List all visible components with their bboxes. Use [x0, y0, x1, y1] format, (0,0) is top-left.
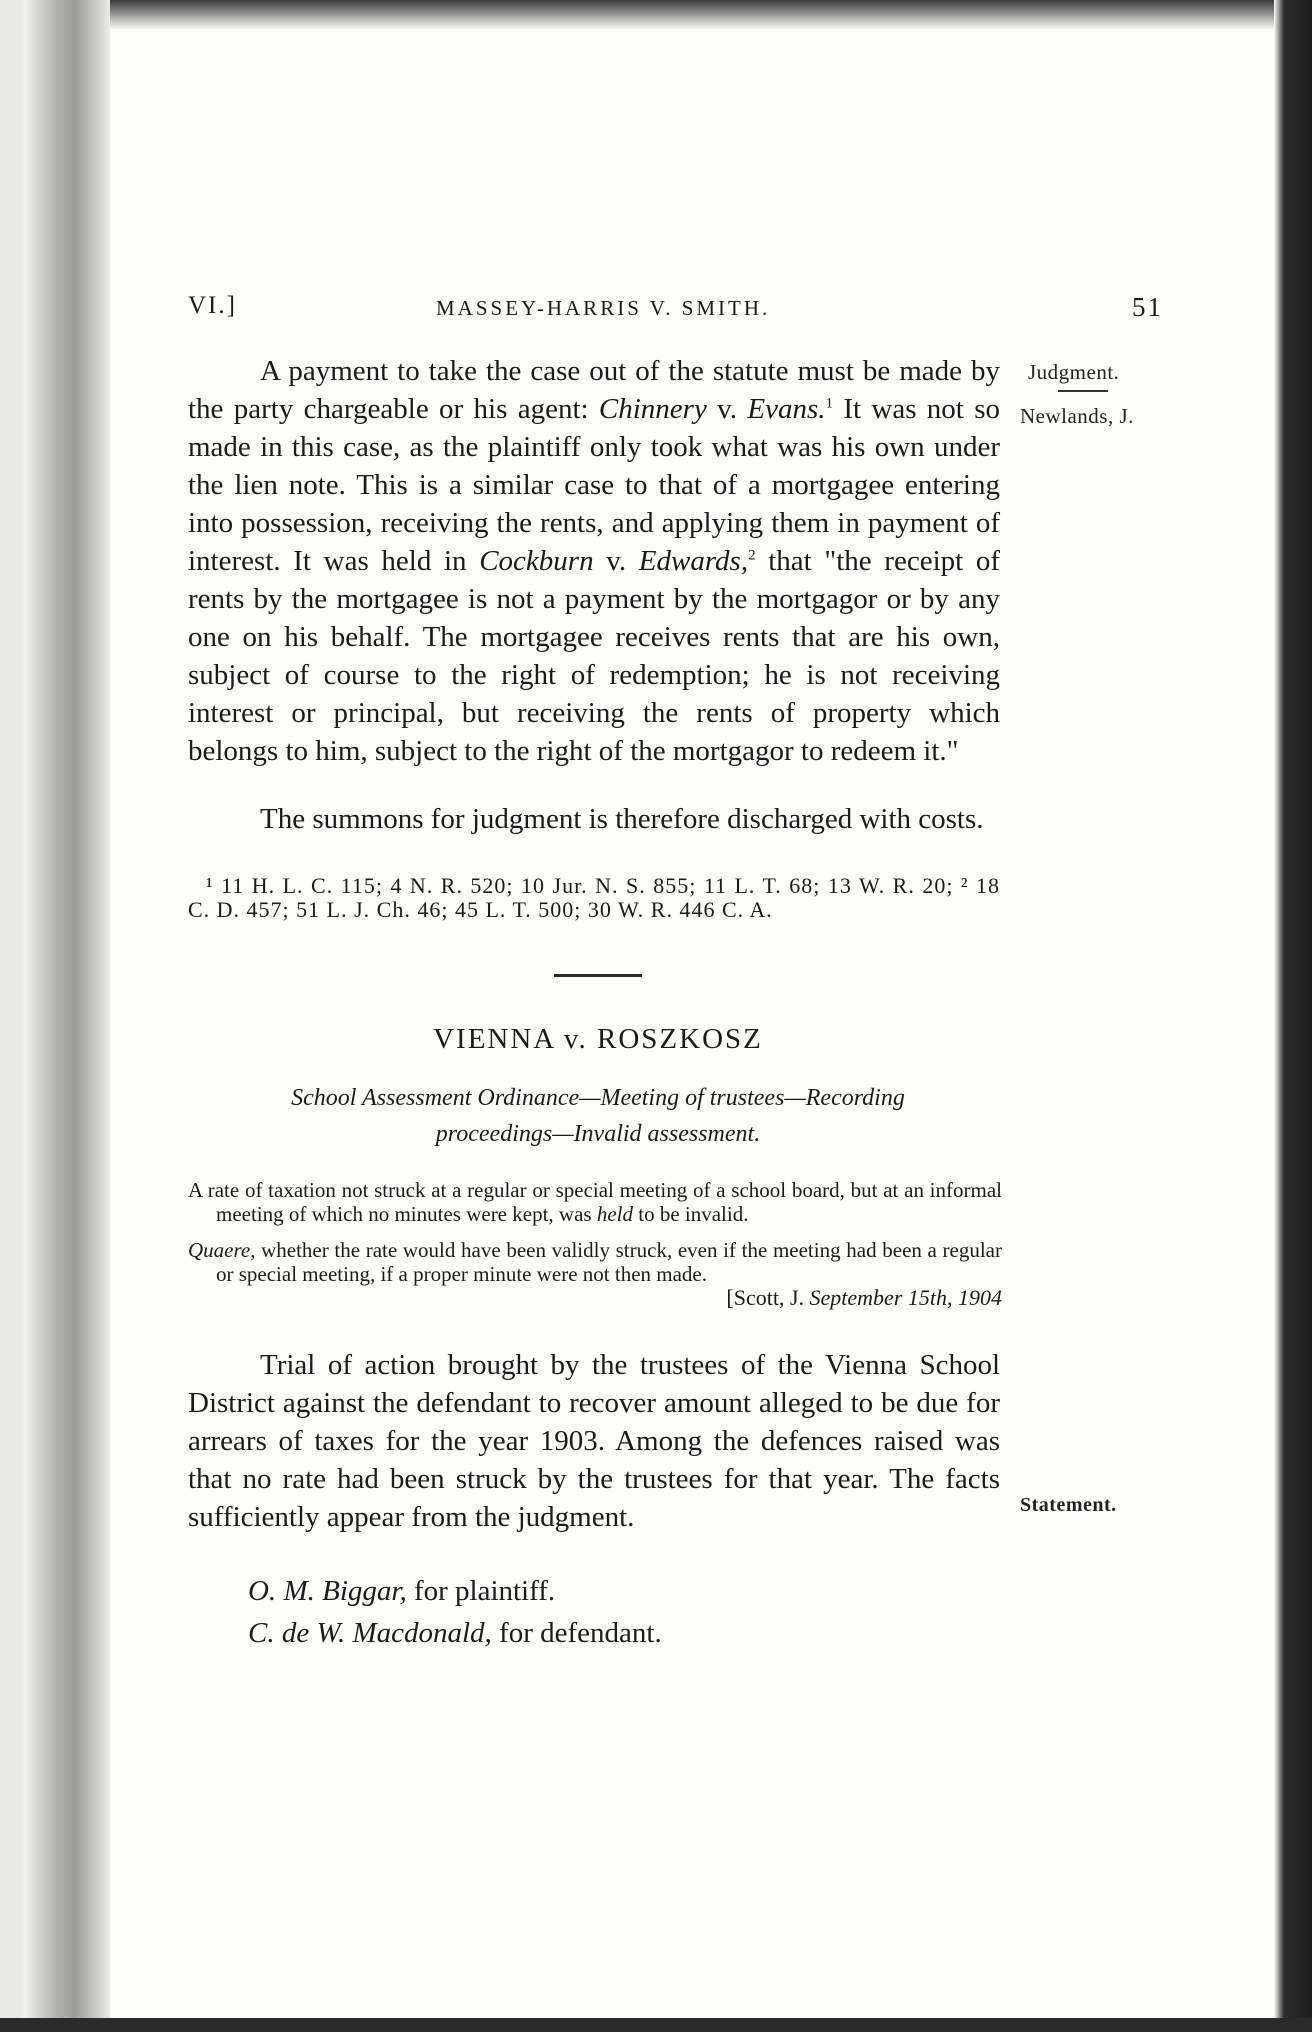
book-spine-shadow	[0, 0, 110, 2032]
margin-note-statement: Statement.	[1020, 1494, 1117, 1516]
section-divider	[554, 974, 642, 977]
margin-note-judgment: Judgment.	[1028, 360, 1120, 384]
case-name-cockburn: Cockburn	[479, 545, 594, 577]
volume-marker: VI.]	[188, 292, 237, 319]
footnotes: ¹ 11 H. L. C. 115; 4 N. R. 520; 10 Jur. N. S. 855; 11 L. T. 68; 13 W. R. 20; ² 18 C. D. 457; 51 L. J. Ch. 46; 45 L. T. 500; 30 W. R. 446 C. A.	[188, 873, 1000, 922]
case-name-evans: Evans.	[747, 393, 826, 425]
page-number: 51	[1132, 292, 1163, 322]
statement-paragraph: Trial of action brought by the trustees of the Vienna School District against the defendant to recover amount alleged to be due for arrears of taxes for the year 1903. Among the defences raised was that no rate had been struck by the trustees for that year. The facts sufficiently appear from the judgment.	[188, 1349, 1000, 1533]
spine-edge	[0, 0, 20, 2032]
page-right-edge	[1274, 0, 1312, 2032]
footnote-ref-2: 2	[748, 547, 756, 564]
headnote-1: A rate of taxation not struck at a regular or special meeting of a school board, but at an informal meeting of which no minutes were kept, was held to be invalid.	[188, 1178, 1002, 1226]
case-title: VIENNA v. ROSZKOSZ	[433, 1023, 763, 1055]
court-and-date: [Scott, J. September 15th, 1904	[726, 1285, 1002, 1310]
page-top-shadow	[0, 0, 1312, 30]
margin-note-judge: Newlands, J.	[1020, 404, 1134, 428]
catchwords-line-1: School Assessment Ordinance—Meeting of trustees—Recording	[291, 1085, 905, 1111]
case-name-chinnery: Chinnery	[598, 393, 707, 425]
footnote-ref-1: 1	[825, 395, 833, 412]
running-title: MASSEY-HARRIS V. SMITH.	[436, 296, 771, 320]
catchwords-line-2: proceedings—Invalid assessment.	[435, 1121, 761, 1147]
running-head	[188, 280, 1163, 332]
margin-note-rule	[1058, 390, 1108, 392]
judgment-paragraph-1: A payment to take the case out of the statute must be made by the party chargeable or his agent: Chinnery v. Evans.$^1$ It was not so made in this case, as the plaintiff only took what was his own under the lien note. This is a similar case to that of a mortgagee entering into possession, receiving the rents, and applying them in payment of interest. It was held in Cockburn v. Edwards,$^2$ that "the receipt of rents by the mortgagee is not a payment by the mortgagor or by any one on his behalf. The mortgagee receives rents that are his own, subject of course to the right of redemption; he is not receiving interest or principal, but receiving the rents of property which belongs to him, subject to the right of the mortgagor to redeem it."	[188, 355, 1000, 767]
catchwords	[188, 1080, 1008, 1152]
judgment-paragraph-2: The summons for judgment is therefore discharged with costs.	[260, 803, 984, 835]
headnote-2: Quaere, whether the rate would have been validly struck, even if the meeting had been a regular or special meeting, if a proper minute were not then made. [Scott, J. September 15th, 1904	[188, 1238, 1002, 1310]
counsel-defendant: C. de W. Macdonald, for defendant.	[248, 1617, 662, 1649]
counsel-plaintiff: O. M. Biggar, for plaintiff.	[248, 1575, 556, 1607]
case-name-edwards: Edwards,	[638, 545, 749, 577]
page-bottom-edge	[0, 2018, 1312, 2032]
counsel-list	[188, 1570, 1008, 1654]
